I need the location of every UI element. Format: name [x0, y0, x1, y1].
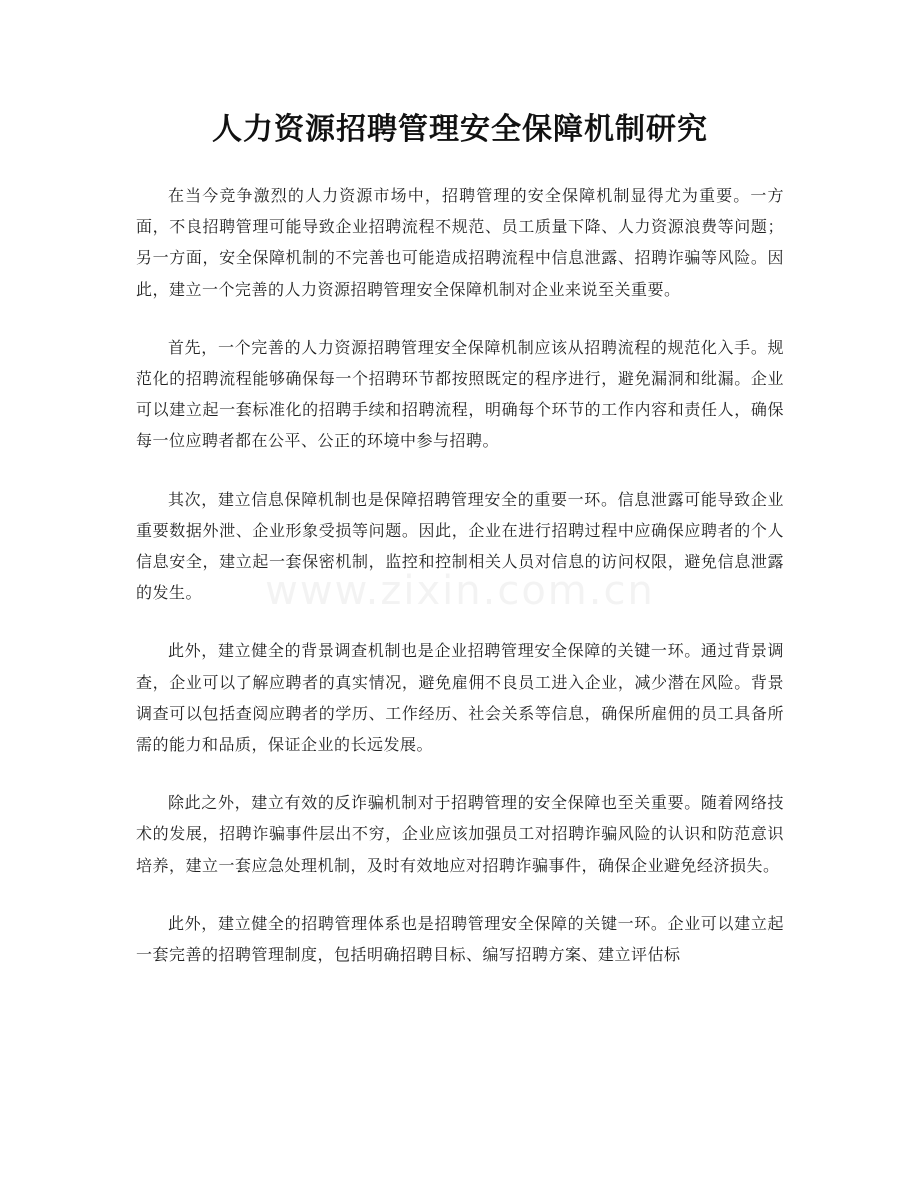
document-body — [136, 180, 784, 997]
document-title: 人力资源招聘管理安全保障机制研究 — [212, 112, 708, 147]
paragraph-6: 此外，建立健全的招聘管理体系也是招聘管理安全保障的关键一环。企业可以建立起一套完善的招聘管理制度，包括明确招聘目标、编写招聘方案、建立评估标 — [136, 913, 784, 965]
paragraph-1: 在当今竞争激烈的人力资源市场中，招聘管理的安全保障机制显得尤为重要。一方面，不良招聘管理可能导致企业招聘流程不规范、员工质量下降、人力资源浪费等问题；另一方面，安全保障机制的不完善也可能造成招聘流程中信息泄露、招聘诈骗等风险。因此，建立一个完善的人力资源招聘管理安全保障机制对企业来说至关重要。 — [136, 186, 784, 299]
paragraph-2: 首先，一个完善的人力资源招聘管理安全保障机制应该从招聘流程的规范化入手。规范化的招聘流程能够确保每一个招聘环节都按照既定的程序进行，避免漏洞和纰漏。企业可以建立起一套标准化的招聘手续和招聘流程，明确每个环节的工作内容和责任人，确保每一位应聘者都在公平、公正的环境中参与招聘。 — [136, 337, 784, 451]
paragraph-3: 其次，建立信息保障机制也是保障招聘管理安全的重要一环。信息泄露可能导致企业重要数据外泄、企业形象受损等问题。因此，企业在进行招聘过程中应确保应聘者的个人信息安全，建立起一套保密机制，监控和控制相关人员对信息的访问权限，避免信息泄露的发生。 — [136, 489, 784, 603]
paragraph-4: 此外，建立健全的背景调查机制也是企业招聘管理安全保障的关键一环。通过背景调查，企业可以了解应聘者的真实情况，避免雇佣不良员工进入企业，减少潜在风险。背景调查可以包括查阅应聘者的学历、工作经历、社会关系等信息，确保所雇佣的员工具备所需的能力和品质，保证企业的长远发展。 — [136, 641, 784, 755]
watermark: www.zixin.com.cn — [265, 568, 655, 614]
paragraph-5: 除此之外，建立有效的反诈骗机制对于招聘管理的安全保障也至关重要。随着网络技术的发展，招聘诈骗事件层出不穷，企业应该加强员工对招聘诈骗风险的认识和防范意识培养，建立一套应急处理机制，及时有效地应对招聘诈骗事件，确保企业避免经济损失。 — [136, 793, 784, 875]
